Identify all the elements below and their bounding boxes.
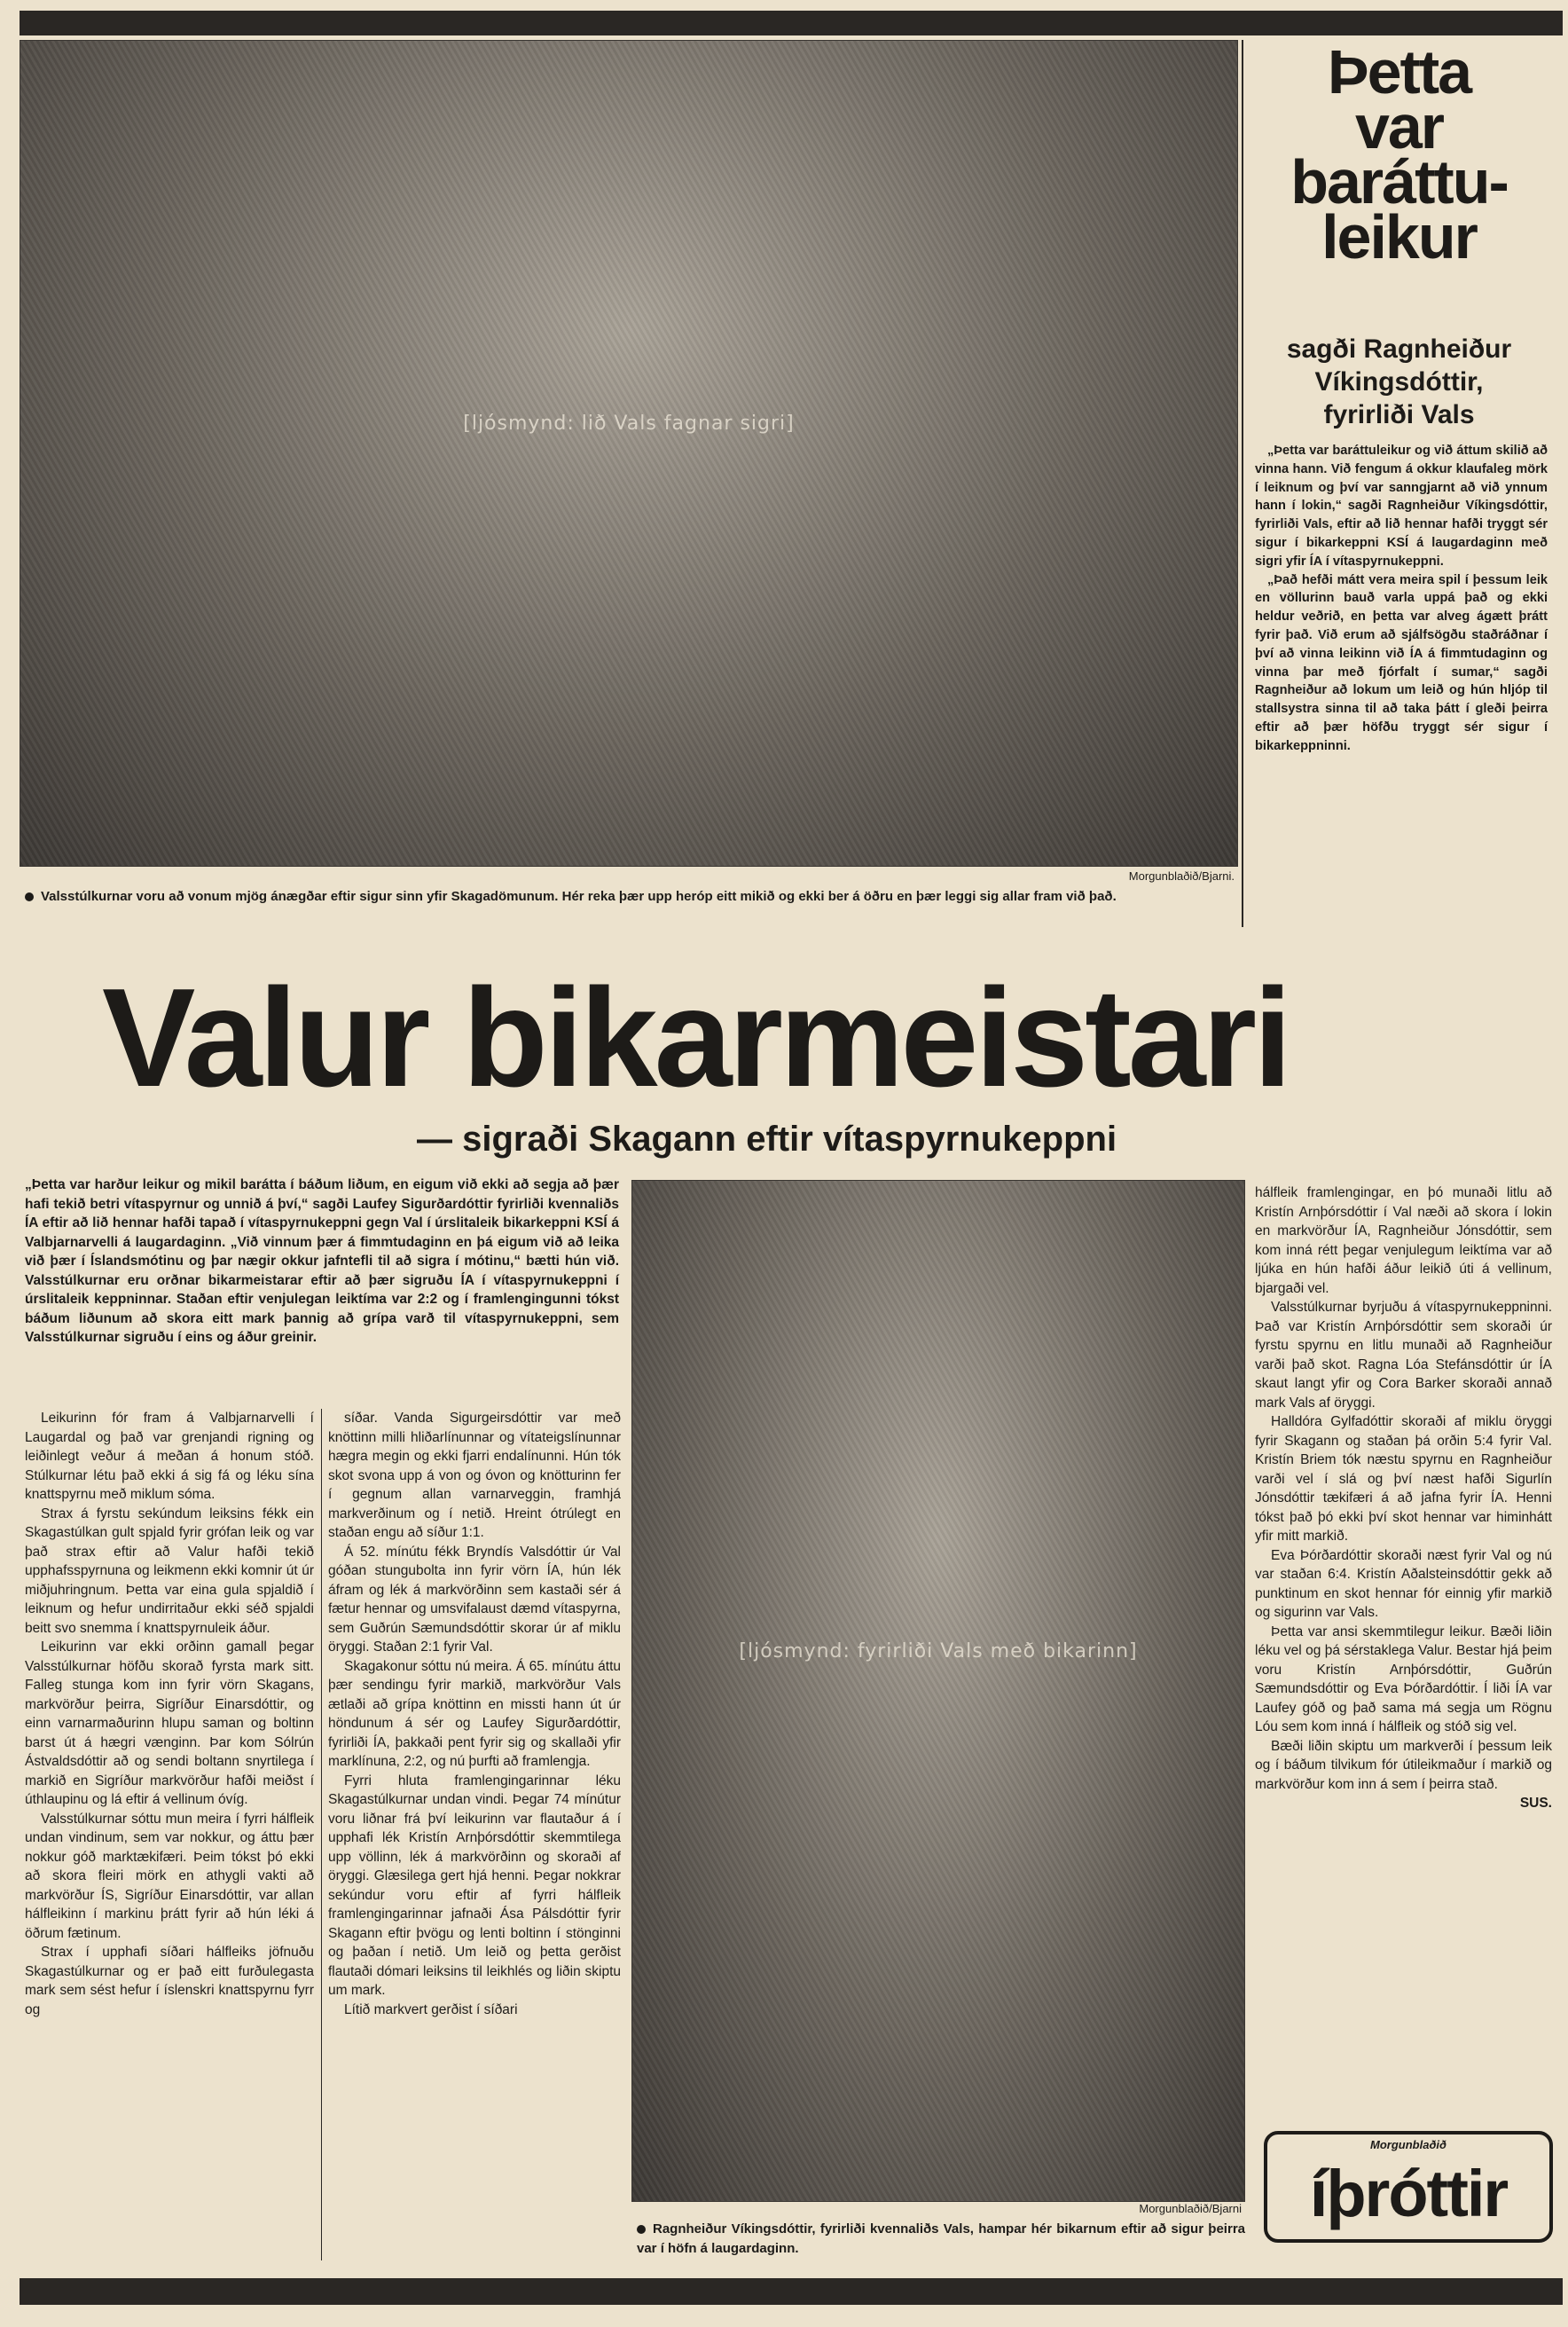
article-paragraph: Leikurinn var ekki orðinn gamall þegar Valsstúlkurnar höfðu skorað fyrsta mark sitt. Falleg stunga kom inn fyrir vörn Skagans, markvörður þeirra, Sigríður Einarsdóttir, og einn varnarmaðurinn hlupu saman og boltinn barst út á hægri vænginn. Þar kom Sólrún Ástvaldsdóttir að og sendi boltann snyrtilega í markið en Sigríður markvörður hafði meiðst í úthlaupinu og lá eftir á vellinum óvíg. xyxy=(25,1639,314,1807)
sidebar-subtitle-line: fyrirliði Vals xyxy=(1323,400,1475,429)
article-paragraph: Lítið markvert gerðist í síðari xyxy=(344,2001,518,2017)
trophy-photo xyxy=(631,1180,1245,2202)
article-column-3 xyxy=(1255,1183,1552,1813)
team-photo-credit: Morgunblaðið/Bjarni. xyxy=(1128,869,1235,883)
bottom-rule xyxy=(20,2278,1563,2305)
article-lead: „Þetta var harður leikur og mikil barátta í báðum liðum, en eigum við ekki að segja að þær hafi tekið betri vítaspyrnur og unnið á því,“ sagði Laufey Sigurðardóttir fyrirliði kvennaliðs ÍA eftir að lið hennar hafði tapað í vítaspyrnukeppni gegn Val í úrslitaleik bikarkeppni KSÍ á Valbjarnarvelli á laugardaginn. „Við vinnum þær á fimmtudaginn en þá eigum við að leika við þær í Íslandsmótinu og þar nægir okkur jafntefli til að sigra í mótinu,“ bætti hún við. Valsstúlkurnar eru orðnar bikarmeistarar eftir að þær sigruðu ÍA í vítaspyrnukeppni í úrslitaleik keppninnar. Staðan eftir venjulegan leiktíma var 2:2 og í framlengingunni tókst báðum liðunum að skora eitt mark þannig að grípa varð til vítaspyrnukeppni, sem Valsstúlkurnar sigruðu í eins og áður greinir. xyxy=(25,1177,619,1345)
trophy-photo-caption-text: Ragnheiður Víkingsdóttir, fyrirliði kvennaliðs Vals, hampar hér bikarnum eftir að sigur þeirra var í höfn á laugardaginn. xyxy=(637,2221,1245,2256)
article-paragraph: síðar. Vanda Sigurgeirsdóttir var með knöttinn milli hliðarlínunnar og vítateigslínunnar hægra megin og ekki fjarri endalínunni. Hún tók skot svona upp á von og óvon og knötturinn fer í gegnum allan varnarveggin, framhjá markverðinum og í netið. Hreint ótrúlegt en staðan engu að síður 1:1. xyxy=(328,1411,621,1540)
article-paragraph: Strax í upphafi síðari hálfleiks jöfnuðu Skagastúlkurnar og er það eitt furðulegasta mark sem sést hefur í íslenskri knattspyrnu fyrr og xyxy=(25,1945,314,2017)
trophy-photo-caption xyxy=(637,2220,1245,2259)
sidebar-subtitle-line: Víkingsdóttir, xyxy=(1314,367,1484,397)
sidebar-title-line: Þetta xyxy=(1327,37,1471,106)
article-paragraph: Valsstúlkurnar sóttu mun meira í fyrri hálfleik undan vindinum, sem var nokkur, og áttu þær nokkur góð marktækifæri. Þeim tókst þó ekki að skora fleiri mörk en athygli vakti að markvörður ÍS, Sigríður Einarsdóttir, var allan hálfleikinn í markinu þrátt fyrir að hún léki á öðrum fætinum. xyxy=(25,1811,314,1941)
sidebar-subtitle xyxy=(1246,333,1552,431)
sidebar-title-line: leikur xyxy=(1321,202,1477,271)
sidebar-title-line: baráttu- xyxy=(1290,147,1508,216)
article-column-1 xyxy=(25,1409,314,2019)
article-paragraph: Bæði liðin skiptu um markverði í þessum leik og í báðum tilvikum fór útileikmaður í markið og markvörður kom inn á sem í þeirra stað. xyxy=(1255,1738,1552,1792)
team-photo-caption-text: Valsstúlkurnar voru að vonum mjög ánægðar eftir sigur sinn yfir Skagadömunum. Hér reka þær upp heróp eitt mikið og ekki ber á öðru en þær leggi sig allar fram við það. xyxy=(41,889,1117,904)
section-logo-publisher: Morgunblaðið xyxy=(1370,2138,1446,2151)
article-column-2 xyxy=(328,1409,621,2019)
trophy-photo-credit: Morgunblaðið/Bjarni xyxy=(1139,2202,1242,2215)
section-logo xyxy=(1264,2131,1553,2243)
headline: Valur bikarmeistari xyxy=(102,960,1289,1116)
article-paragraph: Halldóra Gylfadóttir skoraði af miklu öryggi fyrir Skagann og staðan þá orðin 5:4 fyrir Val. Kristín Briem tók næstu spyrnu en Ragnheiður varði vel í slá og því næst hafði Sigurlín Jónsdóttir tækifæri á að jafna fyrir ÍA. Henni tókst það þó ekki því skot hennar var himinhátt yfir mitt markið. xyxy=(1255,1414,1552,1544)
sidebar-title xyxy=(1246,37,1552,271)
trophy-photo-label: [ljósmynd: fyrirliði Vals með bikarinn] xyxy=(739,1639,1138,1663)
article-paragraph: Á 52. mínútu fékk Bryndís Valsdóttir úr Val góðan stungubolta inn fyrir vörn ÍA, hún lék áfram og lék á markvörðinn sem kastaði sér á fætur hennar og umsvifalaust dæmd vítaspyrna, sem Guðrún Sæmundsdóttir skorar úr af miklu öryggi. Staðan 2:1 fyrir Val. xyxy=(328,1544,621,1655)
sidebar-paragraph: „Þetta var baráttuleikur og við áttum skilið að vinna hann. Við fengum á okkur klaufaleg mörk í leiknum og því var sanngjarnt að við ynnum hann í lokin,“ sagði Ragnheiður Víkingsdóttir, fyrirliði Vals, eftir að lið hennar hafði tryggt sér sigur í bikarkeppni KSÍ á laugardaginn með sigri yfir ÍA í vítaspyrnukeppni. xyxy=(1255,444,1548,569)
author-signature: SUS. xyxy=(1519,1796,1552,1811)
team-photo-caption xyxy=(25,887,1235,907)
sidebar-paragraph: „Það hefði mátt vera meira spil í þessum leik en völlurinn bauð varla uppá það og ekki heldur veðrið, en þetta var alveg ágætt þrátt fyrir það. Við erum að sjálfsögðu staðráðnar í því að vinna leikinn við ÍA á fimmtudaginn og vinna þar með fjórfalt í sumar,“ sagði Ragnheiður að lokum um leið og hún hljóp til stallsystra sinna til að taka þátt í gleði þeirra eftir að þær höfðu tryggt sér sigur í bikarkeppninni. xyxy=(1255,572,1548,753)
article-paragraph: Strax á fyrstu sekúndum leiksins fékk ein Skagastúlkan gult spjald fyrir grófan leik og var það strax eftir að Valur hafði tekið upphafsspyrnuna og leikmenn ekki komnir út úr miðjuhringnum. Þetta var eina gula spjaldið í leiknum og hefur undirritaður ekki séð spjaldi beitt svo snemma í knattspyrnuleik áður. xyxy=(25,1505,314,1636)
article-paragraph: Eva Þórðardóttir skoraði næst fyrir Val og nú var staðan 6:4. Kristín Aðalsteinsdóttir gekk að punktinum en skot hennar fór einnig yfir markið og sigurinn var Vals. xyxy=(1255,1547,1552,1620)
sidebar-subtitle-line: sagði Ragnheiður xyxy=(1286,334,1512,364)
article-paragraph: Skagakonur sóttu nú meira. Á 65. mínútu áttu þær sendingu fyrir markið, markvörður Vals ætlaði að grípa knöttinn en missti hann út úr höndunum á sér og Laufey Sigurðardóttir, fyrirliði ÍA, þakkaði pent fyrir sig og skallaði yfir marklínuna, 2:2, og nú þurfti að framlengja. xyxy=(328,1658,621,1769)
article-paragraph: hálfleik framlengingar, en þó munaði litlu að Kristín Arnþórsdóttir í Val næði að skora í lokin en markvörður ÍA, Ragnheiður Jónsdóttir, sem kom inná rétt þegar venjulegum leiktíma var að ljúka en hún hafði áður leikið úti á vellinum, bjargaði vel. xyxy=(1255,1185,1552,1296)
team-photo xyxy=(20,40,1238,867)
article-paragraph: Þetta var ansi skemmtilegur leikur. Bæði liðin léku vel og þá sérstaklega Valur. Bestar hjá þeim voru Kristín Arnþórsdóttir, Guðrún Sæmundsdóttir og Eva Þórðardóttir. Í liði ÍA var Laufey góð og það sama má segja um Rögnu Lóu sem kom inná í hálfleik og stóð sig vel. xyxy=(1255,1623,1552,1734)
sidebar-divider xyxy=(1242,40,1243,927)
article-paragraph: Fyrri hluta framlengingarinnar léku Skagastúlkurnar undan vindi. Þegar 74 mínútur voru liðnar frá því leikurinn var flautaður á í upphafi lék Kristín Arnþórsdóttir skemmtilega upp völlinn, lék á markvörðinn og skoraði af öryggi. Glæsilega gert hjá henni. Þegar nokkrar sekúndur voru eftir af fyrri hálfleik framlengingarinnar jafnaði Ása Pálsdóttir fyrir Skagann eftir þvögu og lenti boltinn í stönginni og þaðan í netið. Um leið og þetta gerðist flautaði dómari leiksins til leikhlés og liðin skiptu um mark. xyxy=(328,1773,621,1998)
team-photo-label: [ljósmynd: lið Vals fagnar sigri] xyxy=(463,412,795,435)
subheadline: — sigraði Skagann eftir vítaspyrnukeppni xyxy=(417,1120,1117,1159)
section-logo-title: íþróttir xyxy=(1309,2157,1508,2230)
article-paragraph: Valsstúlkurnar byrjuðu á vítaspyrnukeppninni. Það var Kristín Arnþórsdóttir sem skoraði úr fyrstu spyrnu en litlu munaði að Ragnheiður varði það skot. Ragna Lóa Stefánsdóttir úr ÍA skaut langt yfir og Cora Barker skoraði annað mark Vals af öryggi. xyxy=(1255,1300,1552,1411)
article-paragraph: Leikurinn fór fram á Valbjarnarvelli í Laugardal og það var grenjandi rigning og leiðinlegt veður á meðan á honum stóð. Stúlkurnar létu það ekki á sig fá og léku sína knattspyrnu með miklum sóma. xyxy=(25,1411,314,1502)
bullet-icon xyxy=(637,2225,646,2234)
sidebar-body xyxy=(1255,442,1548,756)
sidebar-title-line: var xyxy=(1354,92,1444,161)
top-rule xyxy=(20,11,1563,35)
column-divider xyxy=(321,1409,322,2260)
bullet-icon xyxy=(25,892,34,901)
